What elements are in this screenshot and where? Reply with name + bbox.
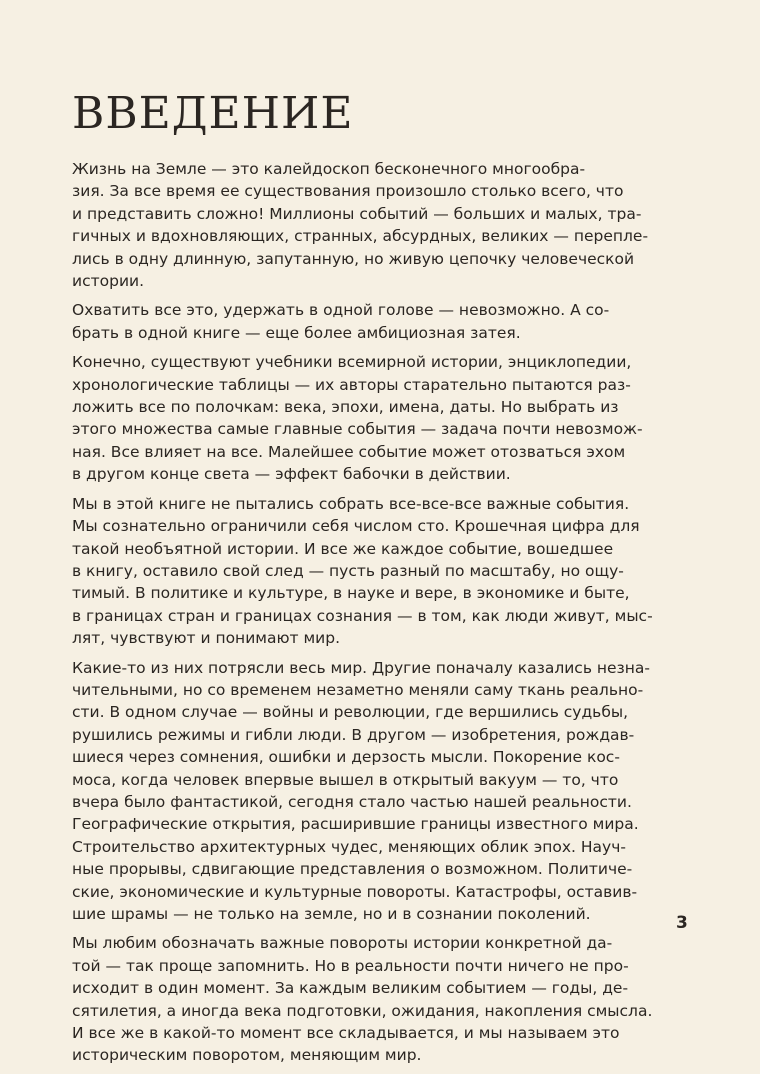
paragraph: Жизнь на Земле — это калейдоскоп бесконечного многообра- зия. За все время ее существования произошло столько всего, что и представить сложно! Миллионы событий — больших и малых, тра- гичных и вдохновляющих, странных, абсурдных, великих — переплe- лись в одну длинную, запутанную, но живую цепочку человеческой истории. bbox=[72, 160, 649, 291]
page-title: ВВЕДЕНИЕ bbox=[72, 88, 354, 139]
paragraph: Мы в этой книге не пытались собрать все-все-все важные события. Мы сознательно ограничили себя числом сто. Крошечная цифра для такой необъятной истории. И все же каждое событие, вошедшее в книгу, оставило свой след — пусть разный по масштабу, но ощу- тимый. В политике и культуре, в науке и вере, в экономике и быте, в границах стран и границах сознания — в том, как люди живут, мыс- лят, чувствуют и понимают мир. bbox=[72, 494, 653, 648]
body-text bbox=[72, 158, 690, 1074]
paragraph: Какие-то из них потрясли весь мир. Другие поначалу казались незна- чительными, но со временем незаметно меняли саму ткань реально- сти. В одном случае — войны и революции, где вершились судьбы, рушились режимы и гибли люди. В другом — изобретения, рождав- шиеся через сомнения, ошибки и дерзость мысли. Покорение кос- моса, когда человек впервые вышел в открытый вакуум — то, что вчера было фантастикой, сегодня стало частью нашей реальности. Географические открытия, расширившие границы известного мира. Строительство архитектурных чудес, меняющих облик эпох. Науч- ные прорывы, сдвигающие представления о возможном. Политиче- ские, экономические и культурные повороты. Катастрофы, оставив- шие шрамы — не только на земле, но и в сознании поколений. bbox=[72, 658, 651, 923]
paragraph: Мы любим обозначать важные повороты истории конкретной да- той — так проще запомнить. Но в реальности почти ничего не про- исходит в один момент. За каждым великим событием — годы, де- сятилетия, а иногда века подготовки, ожидания, накопления смысла. И все же в какой-то момент все складывается, и мы называем это историческим поворотом, меняющим мир. bbox=[72, 934, 653, 1065]
paragraph: Охватить все это, удержать в одной голове — невозможно. А со- брать в одной книге — еще более амбициозная затея. bbox=[72, 301, 610, 342]
page-number: 3 bbox=[676, 913, 688, 933]
paragraph: Конечно, существуют учебники всемирной истории, энциклопедии, хронологические таблицы — их авторы старательно пытаются раз- ложить все по полочкам: века, эпохи, имена, даты. Но выбрать из этого множества самые главные события — задача почти невозмож- ная. Все влияет на все. Малейшее событие может отозваться эхом в другом конце света — эффект бабочки в действии. bbox=[72, 353, 643, 484]
